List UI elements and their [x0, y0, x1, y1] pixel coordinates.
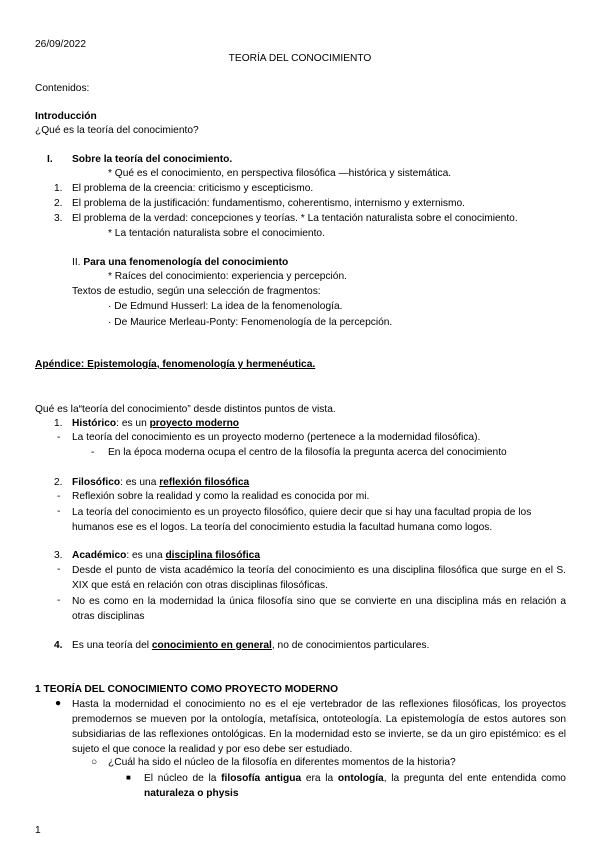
bullet-text: La teoría del conocimiento es un proyecto filosófico, quiere decir que si hay una facultad propia de los humanos ese es el logos. La teoría del conocimiento estudia la facultad humana como logos.	[72, 507, 532, 533]
bold-term: filosofía antigua	[221, 773, 302, 784]
dash-bullet: -	[91, 447, 95, 458]
viewpoint-key: reflexión filosófica	[159, 477, 250, 488]
section1-note: * Qué es el conocimiento, en perspectiva filosófica —histórica y sistemática.	[108, 168, 452, 179]
bold-term: naturaleza o physis	[144, 788, 239, 799]
viewpoint-pre: Es una teoría del	[72, 640, 152, 651]
text-run: El núcleo de la	[144, 773, 222, 784]
text-run: era la	[301, 773, 338, 784]
section2-heading: Para una fenomenología del conocimiento	[83, 257, 289, 268]
list-item: El problema de la verdad: concepciones y teorías. * La tentación naturalista sobre el conocimiento.	[72, 213, 518, 224]
dash-bullet: -	[57, 491, 61, 502]
dash-bullet: -	[57, 506, 61, 517]
intro-question: ¿Qué es la teoría del conocimiento?	[35, 125, 199, 136]
list-item-number: 1.	[54, 183, 63, 194]
viewpoint-key: disciplina filosófica	[165, 550, 260, 561]
viewpoint-label: Académico	[72, 550, 127, 561]
viewpoint-general	[72, 639, 429, 652]
appendix-heading: Apéndice: Epistemología, fenomenología y hermenéutica.	[35, 359, 316, 370]
list-item-number: 3.	[54, 213, 63, 224]
list-item: El problema de la justificación: fundamentismo, coherentismo, internismo y externismo.	[72, 198, 465, 209]
dash-bullet: -	[57, 432, 61, 443]
bullet-text: Desde el punto de vista académico la teoría del conocimiento es una disciplina filosófica que surge en el S. XIX que está en relación con otras disciplinas filosóficas.	[72, 565, 566, 591]
page-number: 1	[35, 825, 41, 836]
viewpoint-post: , no de conocimientos particulares.	[271, 640, 430, 651]
dash-bullet: -	[57, 564, 61, 575]
bullet-text: La teoría del conocimiento es un proyecto moderno (pertenece a la modernidad filosófica).	[72, 432, 481, 443]
section1-extra-note: * La tentación naturalista sobre el conocimiento.	[108, 228, 325, 239]
bullet-text: Reflexión sobre la realidad y como la realidad es conocida por mi.	[72, 491, 370, 502]
section2-note: * Raíces del conocimiento: experiencia y percepción.	[108, 271, 347, 282]
bold-term: ontología	[337, 773, 384, 784]
intro-heading: Introducción	[35, 111, 97, 122]
viewpoint-connector: : es una	[126, 550, 166, 561]
circle-bullet: ○	[91, 757, 98, 768]
chapter-heading: 1 TEORÍA DEL CONOCIMIENTO COMO PROYECTO MODERNO	[35, 684, 339, 695]
section2-heading-line	[72, 256, 288, 269]
viewpoint-connector: : es un	[116, 418, 150, 429]
viewpoint-academico	[72, 549, 260, 562]
page-title: TEORÍA DEL CONOCIMIENTO	[228, 53, 372, 64]
sub-bullet-text: En la época moderna ocupa el centro de la filosofía la pregunta acerca del conocimiento	[108, 447, 507, 458]
contents-label: Contenidos:	[35, 83, 90, 94]
chapter-subsub-bullet	[144, 771, 566, 801]
section1-numeral: I.	[47, 154, 53, 165]
viewpoint-key: conocimiento en general	[151, 640, 272, 651]
chapter-sub-bullet: ¿Cuál ha sido el núcleo de la filosofía en diferentes momentos de la historia?	[108, 757, 456, 768]
date: 26/09/2022	[35, 39, 86, 50]
viewpoint-connector: : es una	[120, 477, 160, 488]
disc-bullet: ●	[55, 698, 62, 709]
list-item-number: 2.	[54, 198, 63, 209]
dash-bullet: -	[57, 595, 61, 606]
list-item: El problema de la creencia: criticismo y escepticismo.	[72, 183, 314, 194]
section2-numeral: II.	[72, 257, 81, 268]
viewpoint-number: 2.	[54, 477, 63, 488]
viewpoint-label: Histórico	[72, 418, 117, 429]
viewpoint-filosofico	[72, 476, 249, 489]
text-reference: · De Edmund Husserl: La idea de la fenomenología.	[108, 301, 343, 312]
viewpoint-number: 4.	[54, 640, 63, 651]
viewpoint-number: 1.	[54, 418, 63, 429]
text-reference: · De Maurice Merleau-Ponty: Fenomenología de la percepción.	[108, 317, 393, 328]
viewpoint-number: 3.	[54, 550, 63, 561]
viewpoint-label: Filosófico	[72, 477, 121, 488]
viewpoints-intro: Qué es la“teoría del conocimiento” desde distintos puntos de vista.	[35, 404, 336, 415]
square-bullet: ■	[126, 773, 131, 782]
chapter-bullet-text: Hasta la modernidad el conocimiento no es el eje vertebrador de las reflexiones filosóficas, los proyectos premodernos se mueven por la ontología, metafísica, ontoteología. La epistemología de estos autores son subsidiarias de las reflexiones ontológicas. En la modernidad esto se invierte, se da un giro epistémico: es el sujeto el que conoce la realidad y por eso debe ser estudiado.	[72, 699, 566, 755]
text-run: , la pregunta del ente entendida como	[383, 773, 566, 784]
section1-heading: Sobre la teoría del conocimiento.	[72, 154, 233, 165]
texts-intro: Textos de estudio, según una selección de fragmentos:	[72, 286, 321, 297]
viewpoint-historico	[72, 417, 239, 430]
bullet-text: No es como en la modernidad la única filosofía sino que se convierte en una disciplina más en relación a otras disciplinas	[72, 596, 566, 622]
viewpoint-key: proyecto moderno	[149, 418, 240, 429]
